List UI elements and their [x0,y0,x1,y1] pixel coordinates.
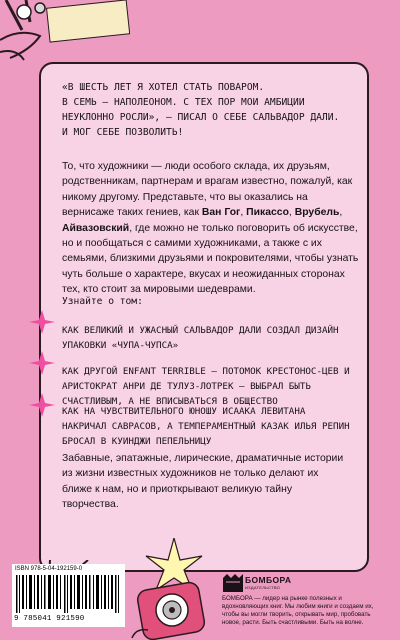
barcode [12,564,125,627]
decorative-illustration-bottom [126,538,226,640]
opening-quote: «В ШЕСТЬ ЛЕТ Я ХОТЕЛ СТАТЬ ПОВАРОМ. В СЕМЬ — НАПОЛЕОНОМ. С ТЕХ ПОР МОИ АМБИЦИИ НЕУКЛОННО РОСЛИ», — ПИСАЛ О СЕБЕ САЛЬВАДОР ДАЛИ. И МОГ СЕБЕ ПОЗВОЛИТЬ! [62,82,340,138]
barcode-bars [16,575,120,613]
list-item: КАК ДРУГОЙ ENFANT TERRIBLE — ПОТОМОК КРЕСТОНОС-ЦЕВ И АРИСТОКРАТ АНРИ ДЕ ТУЛУЗ-ЛОТРЕК — ВЫБРАЛ БЫТЬ СЧАСТЛИВЫМ, А НЕ ВПИСЫВАТЬСЯ В ОБЩЕСТВО [62,366,350,407]
list-item: КАК НА ЧУВСТВИТЕЛЬНОГО ЮНОШУ ИСААКА ЛЕВИТАНА НАКРИЧАЛ САВРАСОВ, А ТЕМПЕРАМЕНТНЫЙ КАЗАК ИЛЬЯ РЕПИН БРОСАЛ В КУИНДЖИ ПЕПЕЛЬНИЦУ [62,406,350,447]
learn-heading: Узнайте о том: [62,296,143,307]
isbn-label: ISBN 978-5-04-192159-0 [15,566,83,572]
artist-name: Айвазовский [62,222,130,234]
intro-paragraph: То, что художники — люди особого склада, их друзьям, родственникам, партнерам и врагам известно, пожалуй, как никому другому. Представьте, что вы оказались на вернисаже таких гениев, как Ван Гог, Пикассо, Врубель, Айвазовский, где можно не только поговорить об искусстве, но и пообщаться с самими художниками, а также с их семьями, близкими друзьями и покровителями, чтобы узнать чуть больше о характере, вкусах и неожиданных сторонах тех, кто стоит за мировыми шедеврами. [62,161,359,296]
artist-name: Ван Гог [201,207,241,219]
publisher-subtitle: ИЗДАТЕЛЬСТВО [245,585,281,590]
list-item: КАК ВЕЛИКИЙ И УЖАСНЫЙ САЛЬВАДОР ДАЛИ СОЗДАЛ ДИЗАЙН УПАКОВКИ «ЧУПА-ЧУПСА» [62,325,339,351]
closing-paragraph: Забавные, эпатажные, лирические, драматичные истории из жизни известных художников не только делают их ближе к нам, но и приоткрывают великую тайну творчества. [62,453,344,511]
publisher-name: БОМБОРА [245,575,292,585]
publisher-description: БОМБОРА — лидер на рынке полезных и вдохновляющих книг. Мы любим книги и создаем их, чтобы вы могли творить, открывать мир, пробовать новое, расти. Быть счастливыми. Быть на волне. [222,595,374,626]
artist-name: Пикассо [246,207,289,219]
bombora-logo-icon [223,574,243,592]
decorative-illustration-top [0,0,130,70]
barcode-digits: 9 785041 921590 [14,615,85,623]
artist-name: Врубель [294,207,340,219]
